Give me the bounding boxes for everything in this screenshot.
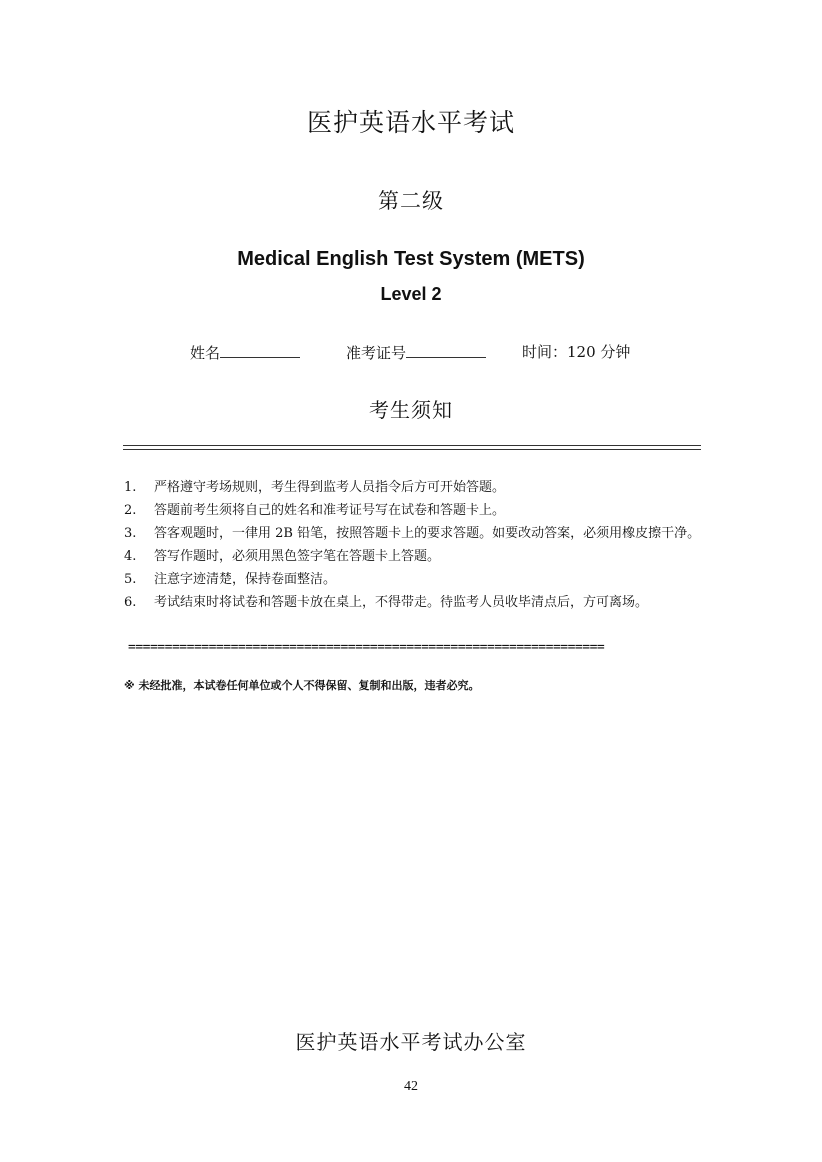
notice-item-number: 6. [124, 595, 137, 610]
level-english: Level 2 [380, 284, 442, 304]
time-limit: 时间：120 分钟 [522, 343, 631, 361]
divider-line-bottom [123, 449, 701, 450]
equals-separator: ================================================================= [128, 642, 605, 654]
exam-title-english: Medical English Test System (METS) [237, 248, 585, 270]
divider-line-top [123, 445, 701, 446]
name-label: 姓名 [190, 344, 221, 362]
notice-item [124, 499, 709, 522]
notice-heading: 考生须知 [369, 398, 453, 422]
ticket-number-blank-line [406, 341, 486, 358]
notice-item-text: 答客观题时，一律用 2B 铅笔，按照答题卡上的要求答题。如要改动答案，必须用橡皮擦干净。 [154, 526, 701, 541]
notice-item-number: 4. [124, 549, 137, 564]
notice-item-text: 注意字迹清楚，保持卷面整洁。 [154, 572, 337, 587]
notice-item [124, 568, 709, 591]
notice-item-number: 2. [124, 503, 137, 518]
notice-item-text: 答题前考生须将自己的姓名和准考证号写在试卷和答题卡上。 [154, 503, 506, 518]
notice-item-text: 考试结束时将试卷和答题卡放在桌上，不得带走。待监考人员收毕清点后，方可离场。 [154, 595, 649, 610]
name-field [190, 341, 300, 363]
name-blank-line [220, 341, 300, 358]
notice-item-text: 答写作题时，必须用黑色签字笔在答题卡上答题。 [154, 549, 441, 564]
notice-item [124, 522, 709, 545]
level-chinese: 第二级 [378, 189, 444, 213]
notice-item [124, 476, 709, 499]
notice-item [124, 545, 709, 568]
exam-title-chinese: 医护英语水平考试 [306, 108, 515, 137]
notice-item-number: 3. [124, 526, 137, 541]
ticket-number-field [346, 341, 486, 363]
notice-list [124, 476, 709, 614]
notice-item-number: 1. [124, 480, 137, 495]
page-number: 42 [404, 1079, 418, 1094]
ticket-number-label: 准考证号 [346, 344, 407, 362]
issuing-office: 医护英语水平考试办公室 [295, 1030, 527, 1054]
notice-item-number: 5. [124, 572, 137, 587]
notice-item [124, 591, 709, 614]
candidate-info-row [0, 341, 822, 365]
notice-item-text: 严格遵守考场规则，考生得到监考人员指令后方可开始答题。 [154, 480, 506, 495]
copyright-notice: ※ 未经批准，本试卷任何单位或个人不得保留、复制和出版，违者必究。 [124, 679, 480, 692]
